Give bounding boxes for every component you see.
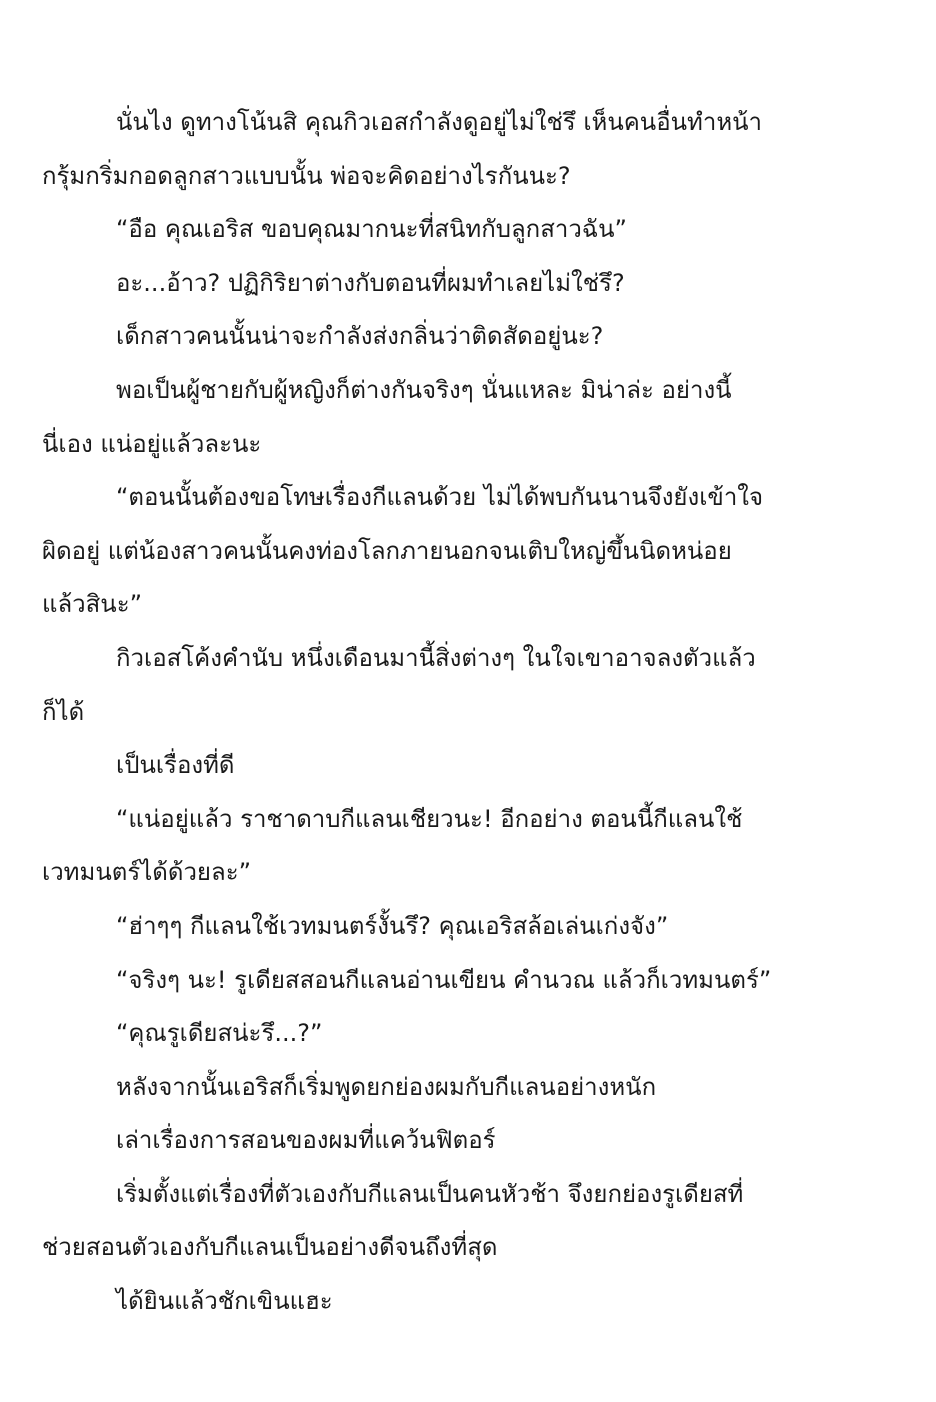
text-line: เล่าเรื่องการสอนของผมที่แคว้นฟิตอร์ — [116, 1126, 496, 1155]
text-body — [42, 96, 790, 1329]
text-line: ช่วยสอนตัวเองกับกีแลนเป็นอย่างดีจนถึงที่สุด — [42, 1233, 498, 1262]
text-line: แล้วสินะ” — [42, 590, 143, 619]
text-line: เป็นเรื่องที่ดี — [116, 751, 235, 780]
text-line: กิวเอสโค้งคำนับ หนึ่งเดือนมานี้สิ่งต่างๆ ในใจเขาอาจลงตัวแล้ว — [116, 643, 756, 672]
text-line: ก็ได้ — [42, 697, 85, 726]
text-line: นี่เอง แน่อยู่แล้วละนะ — [42, 429, 262, 458]
text-line: “ฮ่าๆๆ กีแลนใช้เวทมนตร์งั้นรึ? คุณเอริสล้อเล่นเก่งจัง” — [116, 911, 669, 940]
text-line: นั่นไง ดูทางโน้นสิ คุณกิวเอสกำลังดูอยู่ไม่ใช่รึ เห็นคนอื่นทำหน้า — [116, 108, 763, 136]
text-line: ผิดอยู่ แต่น้องสาวคนนั้นคงท่องโลกภายนอกจนเติบใหญ่ขึ้นนิดหน่อย — [42, 536, 732, 565]
text-line: กรุ้มกริ่มกอดลูกสาวแบบนั้น พ่อจะคิดอย่างไรกันนะ? — [42, 161, 571, 190]
text-line: ได้ยินแล้วชักเขินแฮะ — [116, 1287, 333, 1316]
text-line: “แน่อยู่แล้ว ราชาดาบกีแลนเชียวนะ! อีกอย่าง ตอนนี้กีแลนใช้ — [116, 804, 743, 833]
text-line: เด็กสาวคนนั้นน่าจะกำลังส่งกลิ่นว่าติดสัดอยู่นะ? — [116, 322, 604, 351]
text-line: พอเป็นผู้ชายกับผู้หญิงก็ต่างกันจริงๆ นั่นแหละ มิน่าล่ะ อย่างนี้ — [116, 375, 732, 404]
text-line: เวทมนตร์ได้ด้วยละ” — [42, 858, 252, 887]
text-line: เริ่มตั้งแต่เรื่องที่ตัวเองกับกีแลนเป็นคนหัวช้า จึงยกย่องรูเดียสที่ — [116, 1179, 744, 1208]
text-line: “จริงๆ นะ! รูเดียสสอนกีแลนอ่านเขียน คำนวณ แล้วก็เวทมนตร์” — [116, 965, 772, 994]
text-line: “คุณรูเดียสน่ะรึ...?” — [116, 1019, 323, 1048]
text-line: “อือ คุณเอริส ขอบคุณมากนะที่สนิทกับลูกสาวฉัน” — [116, 215, 627, 244]
text-line: หลังจากนั้นเอริสก็เริ่มพูดยกย่องผมกับกีแลนอย่างหนัก — [116, 1072, 657, 1101]
text-line: อะ...อ้าว? ปฏิกิริยาต่างกับตอนที่ผมทำเลยไม่ใช่รึ? — [116, 268, 625, 297]
text-line: “ตอนนั้นต้องขอโทษเรื่องกีแลนด้วย ไม่ได้พบกันนานจึงยังเข้าใจ — [116, 483, 764, 512]
